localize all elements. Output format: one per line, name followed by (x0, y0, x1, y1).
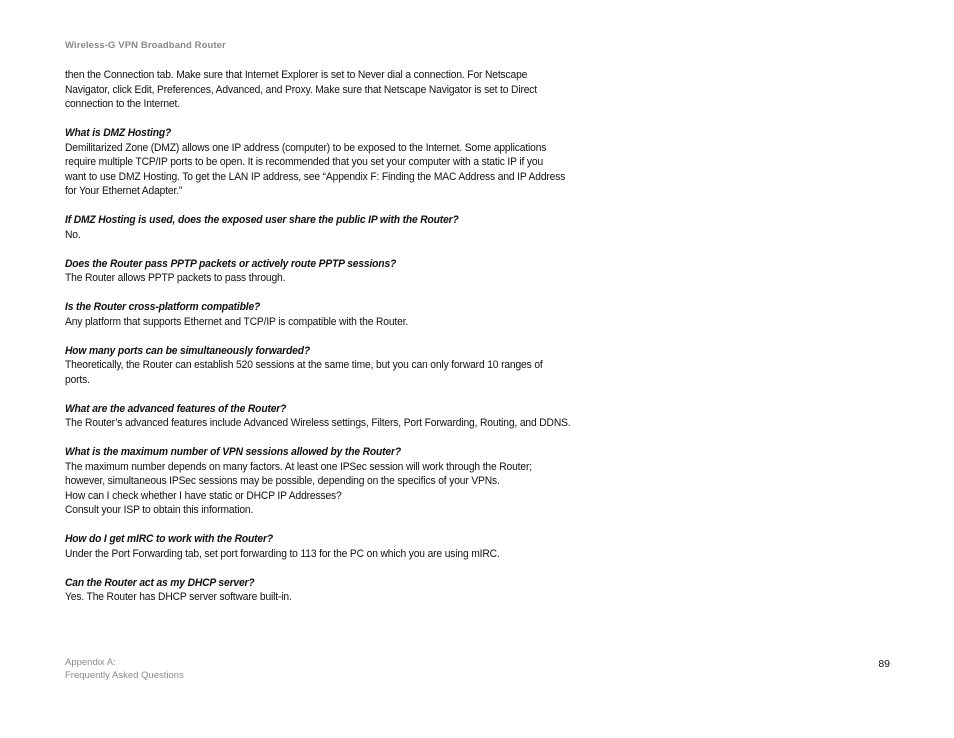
faq-question: Is the Router cross-platform compatible? (65, 301, 261, 313)
faq-answer-line: Any platform that supports Ethernet and TCP/IP is compatible with the Router. (65, 315, 409, 328)
faq-answer-line: Yes. The Router has DHCP server software built-in. (65, 591, 292, 603)
faq-question: What is the maximum number of VPN sessions allowed by the Router? (65, 446, 401, 458)
faq-answer-line: require multiple TCP/IP ports to be open. It is recommended that you set your computer with a static IP if you (65, 156, 544, 168)
footer-appendix-label: Appendix A: (65, 657, 116, 668)
faq-answer-line: Theoretically, the Router can establish 520 sessions at the same time, but you can only forward 10 ranges of (65, 359, 543, 371)
intro-line: connection to the Internet. (65, 98, 180, 110)
running-footer (65, 657, 184, 682)
faq-question: What is DMZ Hosting? (65, 127, 172, 139)
running-header: Wireless-G VPN Broadband Router (65, 40, 226, 51)
faq-answer-line: Under the Port Forwarding tab, set port forwarding to 113 for the PC on which you are using mIRC. (65, 547, 500, 560)
faq-question: How do I get mIRC to work with the Router? (65, 533, 273, 545)
faq-answer-line: No. (65, 228, 81, 241)
document-body (65, 68, 608, 605)
faq-answer-line: however, simultaneous IPSec sessions may be possible, depending on the specifics of your VPNs. (65, 475, 500, 487)
faq-answer-line: How can I check whether I have static or DHCP IP Addresses? (65, 489, 342, 502)
footer-section-title: Frequently Asked Questions (65, 669, 184, 681)
faq-question: If DMZ Hosting is used, does the exposed user share the public IP with the Router? (65, 214, 459, 226)
faq-question: Can the Router act as my DHCP server? (65, 576, 255, 589)
faq-question: How many ports can be simultaneously forwarded? (65, 344, 310, 357)
faq-answer-line: for Your Ethernet Adapter.” (65, 185, 183, 197)
faq-answer-line: Consult your ISP to obtain this information. (65, 504, 254, 516)
faq-answer-line: Demilitarized Zone (DMZ) allows one IP address (computer) to be exposed to the Internet. Some applications (65, 141, 547, 154)
faq-answer-line: The maximum number depends on many factors. At least one IPSec session will work through the Router; (65, 460, 532, 473)
faq-question: Does the Router pass PPTP packets or actively route PPTP sessions? (65, 257, 397, 270)
faq-answer-line: want to use DMZ Hosting. To get the LAN IP address, see “Appendix F: Finding the MAC Address and IP Address (65, 170, 566, 183)
faq-answer-line: The Router allows PPTP packets to pass through. (65, 272, 286, 284)
faq-question: What are the advanced features of the Router? (65, 402, 287, 415)
faq-answer-line: The Router’s advanced features include Advanced Wireless settings, Filters, Port Forwarding, Routing, and DDNS. (65, 417, 571, 429)
intro-line: Navigator, click Edit, Preferences, Advanced, and Proxy. Make sure that Netscape Navigator is set to Direct (65, 83, 538, 96)
intro-line: then the Connection tab. Make sure that Internet Explorer is set to Never dial a connection. For Netscape (65, 69, 528, 81)
faq-answer-line: ports. (65, 373, 90, 386)
page-number: 89 (878, 658, 890, 670)
